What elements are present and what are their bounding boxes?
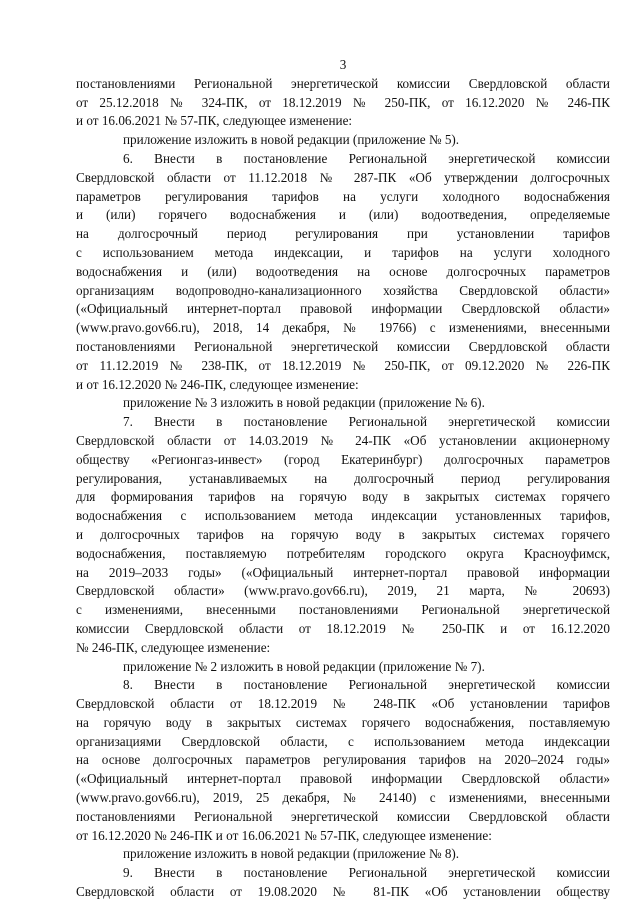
paragraph [76,394,610,413]
text-line: с изменениями, внесенными постановлениями Региональной энергетической [76,602,610,618]
text-line: для формирования тарифов на горячую воду в закрытых системах горячего [76,489,610,505]
text-line: 8. Внести в постановление Региональной энергетической комиссии [123,677,610,693]
text-line: от 11.12.2019 № 238-ПК, от 18.12.2019 № 250-ПК, от 09.12.2020 № 226-ПК [76,357,610,373]
document-body [76,75,610,902]
text-line: («Официальный интернет-портал правовой информации Свердловской области» [76,301,610,317]
text-line: обществу «Регионгаз-инвест» (город Екатеринбург) долгосрочных параметров [76,451,610,467]
text-line: постановлениями Региональной энергетической комиссии Свердловской области [76,75,610,91]
text-line: и (или) горячего водоснабжения и (или) водоотведения, определяемые [76,207,610,223]
page-number: 3 [339,57,347,72]
paragraph [76,864,610,902]
text-line: и от 16.06.2021 № 57-ПК, следующее изменение: [76,113,353,129]
text-line: на основе долгосрочных параметров регулирования тарифов на 2020–2024 годы» [76,752,610,768]
text-line: от 16.12.2020 № 246-ПК и от 16.06.2021 № 57-ПК, следующее изменение: [76,827,492,843]
text-line: 6. Внести в постановление Региональной энергетической комиссии [123,150,610,166]
text-line: Свердловской области от 18.12.2019 № 248-ПК «Об установлении тарифов [76,696,610,712]
text-line: (www.pravo.gov66.ru), 2019, 25 декабря, № 24140) с изменениями, внесенными [76,790,610,806]
text-line: (www.pravo.gov66.ru), 2018, 14 декабря, № 19766) с изменениями, внесенными [76,320,610,336]
text-line: комиссии Свердловской области от 18.12.2019 № 250-ПК и от 16.12.2020 [76,620,610,636]
text-line: постановлениями Региональной энергетической комиссии Свердловской области [76,338,610,354]
paragraph [76,131,610,150]
text-line: 7. Внести в постановление Региональной энергетической комиссии [123,414,610,430]
text-line: организациями Свердловской области, с использованием метода индексации [76,733,610,749]
text-line: Свердловской области от 14.03.2019 № 24-ПК «Об установлении акционерному [76,432,610,448]
document-page [76,56,610,902]
text-line: с использованием метода индексации, и тарифов на услуги холодного [76,244,610,260]
text-line: водоснабжения с использованием метода индексации установленных тарифов, [76,508,610,524]
text-line: Свердловской области» (www.pravo.gov66.ru), 2019, 21 марта, № 20693) [76,583,610,599]
text-line: постановлениями Региональной энергетической комиссии Свердловской области [76,808,610,824]
paragraph [76,676,610,845]
text-line: на горячую воду в закрытых системах горячего водоснабжения, поставляемую [76,714,610,730]
text-line: водоснабжения, поставляемую потребителям городского округа Красноуфимск, [76,545,610,561]
paragraph [76,413,610,657]
paragraph [76,75,610,131]
paragraph [76,150,610,394]
text-line: № 246-ПК, следующее изменение: [76,639,271,655]
text-line: и долгосрочных тарифов на горячую воду в закрытых системах горячего [76,526,610,542]
paragraph [76,845,610,864]
text-line: 9. Внести в постановление Региональной энергетической комиссии [123,865,610,881]
text-line: Свердловской области от 11.12.2018 № 287-ПК «Об утверждении долгосрочных [76,169,610,185]
text-line: Свердловской области от 19.08.2020 № 81-ПК «Об установлении обществу [76,884,610,900]
text-line: от 25.12.2018 № 324-ПК, от 18.12.2019 № 250-ПК, от 16.12.2020 № 246-ПК [76,94,610,110]
paragraph [76,658,610,677]
text-line: приложение № 3 изложить в новой редакции (приложение № 6). [123,395,485,411]
text-line: организациям водопроводно-канализационного хозяйства Свердловской области» [76,282,610,298]
text-line: приложение изложить в новой редакции (приложение № 8). [123,846,460,862]
text-line: приложение № 2 изложить в новой редакции (приложение № 7). [123,658,485,674]
text-line: на 2019–2033 годы» («Официальный интернет-портал правовой информации [76,564,610,580]
text-line: регулирования, устанавливаемых на долгосрочный период регулирования [76,470,610,486]
text-line: параметров регулирования тарифов на услуги холодного водоснабжения [76,188,610,204]
text-line: на долгосрочный период регулирования при установлении тарифов [76,226,610,242]
text-line: («Официальный интернет-портал правовой информации Свердловской области» [76,771,610,787]
text-line: приложение изложить в новой редакции (приложение № 5). [123,132,460,148]
text-line: и от 16.12.2020 № 246-ПК, следующее изменение: [76,376,359,392]
text-line: водоснабжения и (или) водоотведения на основе долгосрочных параметров [76,263,610,279]
